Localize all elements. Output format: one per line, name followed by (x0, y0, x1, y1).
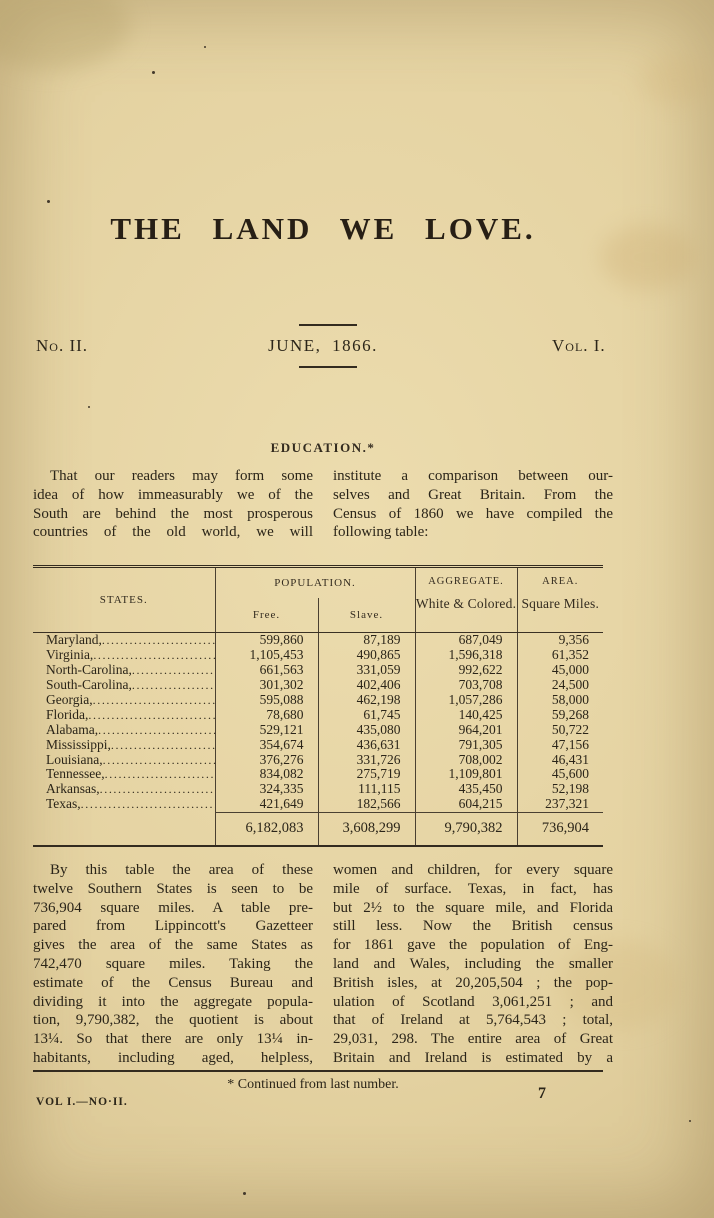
slave-cell: 61,745 (318, 707, 415, 722)
table-row (33, 722, 603, 737)
dot-leader (81, 797, 215, 811)
text-line: mile of surface. Texas, in fact, has (333, 880, 613, 897)
text-line: 13¼. So that there are only 13¼ in- (33, 1031, 313, 1048)
text-line: ulation of Scotland 3,061,251 ; and (333, 993, 613, 1010)
slave-cell: 435,080 (318, 722, 415, 737)
issue-date: JUNE, 1866. (268, 336, 378, 355)
intro-left-column (33, 467, 313, 542)
aggregate-cell: 992,622 (415, 663, 517, 678)
area-header-line1: AREA. (542, 576, 579, 587)
area-cell: 47,156 (551, 736, 589, 752)
totals-row (33, 812, 603, 846)
aggregate-cell: 687,049 (415, 633, 517, 648)
free-cell: 354,674 (215, 737, 318, 752)
aggregate-cell: 435,450 (415, 782, 517, 797)
aggregate-cell: 1,057,286 (415, 693, 517, 708)
text-line: 29,031, 298. The entire area of Great (333, 1031, 613, 1048)
area-cell: 52,198 (551, 781, 589, 797)
population-column-header: POPULATION. (215, 567, 415, 599)
slave-cell: 331,726 (318, 752, 415, 767)
dot-leader (105, 767, 215, 781)
aggregate-cell: 703,708 (415, 678, 517, 693)
free-cell: 78,680 (215, 707, 318, 722)
area-cell: 237,321 (545, 796, 589, 812)
states-column-header: STATES. (33, 567, 215, 633)
slave-cell: 490,865 (318, 648, 415, 663)
free-cell: 376,276 (215, 752, 318, 767)
text-line: for 1861 gave the population of Eng- (333, 937, 613, 954)
state-cell (33, 767, 215, 782)
footnote-rule (33, 1070, 603, 1072)
text-line: land and Wales, including the smaller (333, 955, 613, 972)
dot-leader (111, 738, 215, 752)
text-line: Britain and Ireland is estimated by a (333, 1049, 613, 1066)
ink-speck (88, 406, 90, 408)
aggregate-column-header (415, 567, 517, 633)
free-cell: 421,649 (215, 797, 318, 812)
area-cell: 59,268 (551, 706, 589, 722)
state-name: Florida, (46, 707, 89, 722)
table-row (33, 737, 603, 752)
text-line: twelve Southern States is seen to be (33, 880, 313, 897)
date-rule-top (299, 324, 357, 326)
free-cell: 834,082 (215, 767, 318, 782)
dot-leader (93, 648, 214, 662)
table-row (33, 797, 603, 812)
table-row (33, 782, 603, 797)
text-line: By this table the area of these (50, 862, 313, 878)
ink-speck (152, 71, 155, 74)
text-line: pared from Lippincott's Gazetteer (33, 918, 313, 935)
paper-stain (640, 55, 710, 105)
volume-footer: VOL I.—NO·II. (36, 1096, 128, 1108)
text-line: 736,904 square miles. A table pre- (33, 899, 313, 916)
text-line: but 2½ to the square mile, and Florida (333, 899, 613, 916)
text-line: institute a comparison between our- (333, 468, 613, 484)
total-free-cell: 6,182,083 (215, 812, 318, 846)
table-row (33, 663, 603, 678)
state-name: Virginia, (46, 648, 94, 663)
slave-cell: 111,115 (318, 782, 415, 797)
text-line: tion, 9,790,382, the quotient is about (33, 1012, 313, 1029)
state-name: Maryland, (46, 633, 102, 648)
table-header-row (33, 567, 603, 599)
free-cell: 595,088 (215, 693, 318, 708)
total-area-cell: 736,904 (517, 812, 603, 846)
area-cell: 58,000 (551, 692, 589, 707)
slave-cell: 462,198 (318, 693, 415, 708)
state-name: North-Carolina, (46, 663, 132, 678)
ink-speck (204, 46, 206, 48)
dot-leader (88, 708, 214, 722)
state-cell (33, 707, 215, 722)
free-cell: 599,860 (215, 633, 318, 648)
text-line: gives the area of the same States as (33, 937, 313, 954)
table-row (33, 752, 603, 767)
table-row (33, 648, 603, 663)
state-name: Texas, (46, 797, 81, 812)
text-line: idea of how immeasurably we of the (33, 486, 313, 503)
dot-leader (132, 663, 215, 677)
table-row (33, 693, 603, 708)
dot-leader (103, 753, 215, 767)
area-cell: 50,722 (551, 721, 589, 737)
text-line: British isles, at 20,205,504 ; the pop- (333, 974, 613, 991)
state-name: Tennessee, (46, 767, 105, 782)
slave-column-header: Slave. (318, 598, 415, 633)
state-name: Mississippi, (46, 737, 111, 752)
total-aggregate-cell: 9,790,382 (415, 812, 517, 846)
area-cell: 61,352 (551, 647, 589, 663)
table-row (33, 678, 603, 693)
text-line: That our readers may form some (50, 468, 313, 484)
slave-cell: 275,719 (318, 767, 415, 782)
state-cell (33, 797, 215, 812)
aggregate-cell: 708,002 (415, 752, 517, 767)
body-left-column (33, 861, 313, 1068)
table-row (33, 767, 603, 782)
text-line: women and children, for every square (333, 862, 613, 878)
paper-stain (0, 0, 130, 70)
text-line: Census of 1860 we have compiled the (333, 505, 613, 522)
state-cell (33, 648, 215, 663)
footnote: * Continued from last number. (227, 1077, 399, 1092)
table-row (33, 633, 603, 648)
state-cell (33, 678, 215, 693)
aggregate-cell: 964,201 (415, 722, 517, 737)
page-title: THE LAND WE LOVE. (110, 211, 536, 246)
text-line: countries of the old world, we will (33, 524, 313, 541)
free-column-header: Free. (215, 598, 318, 633)
slave-cell: 402,406 (318, 678, 415, 693)
census-table (33, 565, 603, 847)
dot-leader (98, 723, 214, 737)
area-cell: 45,600 (551, 766, 589, 782)
ink-speck (47, 200, 50, 203)
text-line: following table: (333, 524, 429, 541)
text-line: still less. Now the British census (333, 918, 613, 935)
slave-cell: 87,189 (318, 633, 415, 648)
slave-cell: 436,631 (318, 737, 415, 752)
article-heading: EDUCATION.* (270, 440, 376, 455)
aggregate-cell: 1,596,318 (415, 648, 517, 663)
free-cell: 529,121 (215, 722, 318, 737)
total-slave-cell: 3,608,299 (318, 812, 415, 846)
ink-speck (689, 1120, 691, 1122)
free-cell: 301,302 (215, 678, 318, 693)
paper-stain (600, 225, 695, 290)
free-cell: 661,563 (215, 663, 318, 678)
text-line: that of Ireland at 5,764,543 ; total, (333, 1012, 613, 1029)
area-column-header (517, 567, 603, 633)
page-number: 7 (538, 1085, 546, 1102)
totals-empty-cell (33, 812, 215, 846)
dot-leader (102, 633, 215, 647)
date-rule-bottom (299, 366, 357, 368)
volume-number: Vol. I. (552, 336, 606, 355)
text-line: dividing it into the aggregate popula- (33, 993, 313, 1010)
aggregate-cell: 1,109,801 (415, 767, 517, 782)
dot-leader (100, 782, 215, 796)
state-cell (33, 693, 215, 708)
aggregate-header-line1: AGGREGATE. (428, 576, 504, 587)
state-cell (33, 633, 215, 648)
state-cell (33, 663, 215, 678)
intro-paragraph (33, 467, 613, 542)
dot-leader (93, 693, 215, 707)
ink-speck (243, 1192, 246, 1195)
free-cell: 1,105,453 (215, 648, 318, 663)
slave-cell: 331,059 (318, 663, 415, 678)
slave-cell: 182,566 (318, 797, 415, 812)
state-cell (33, 722, 215, 737)
state-cell (33, 782, 215, 797)
area-cell: 9,356 (558, 632, 589, 648)
state-name: Georgia, (46, 693, 93, 707)
area-cell: 24,500 (551, 677, 589, 693)
state-name: Alabama, (46, 722, 99, 737)
state-name: Arkansas, (46, 782, 100, 797)
text-line: South are behind the most prosperous (33, 505, 313, 522)
area-cell: 45,000 (551, 662, 589, 678)
aggregate-header-line2: White & Colored. (415, 596, 517, 611)
area-cell: 46,431 (551, 751, 589, 767)
text-line: estimate of the Census Bureau and (33, 974, 313, 991)
state-name: Louisiana, (46, 752, 103, 767)
issue-number: No. II. (36, 336, 89, 355)
text-line: habitants, including aged, helpless, (33, 1049, 313, 1066)
body-right-column (333, 861, 613, 1068)
text-line: 742,470 square miles. Taking the (33, 955, 313, 972)
intro-right-column (333, 467, 613, 542)
free-cell: 324,335 (215, 782, 318, 797)
state-name: South-Carolina, (46, 678, 132, 693)
text-line: selves and Great Britain. From the (333, 486, 613, 503)
aggregate-cell: 791,305 (415, 737, 517, 752)
state-cell (33, 752, 215, 767)
body-paragraph (33, 861, 613, 1068)
state-cell (33, 737, 215, 752)
aggregate-cell: 604,215 (415, 797, 517, 812)
dot-leader (132, 678, 215, 692)
aggregate-cell: 140,425 (415, 707, 517, 722)
table-row (33, 707, 603, 722)
area-header-line2: Square Miles. (521, 596, 600, 611)
